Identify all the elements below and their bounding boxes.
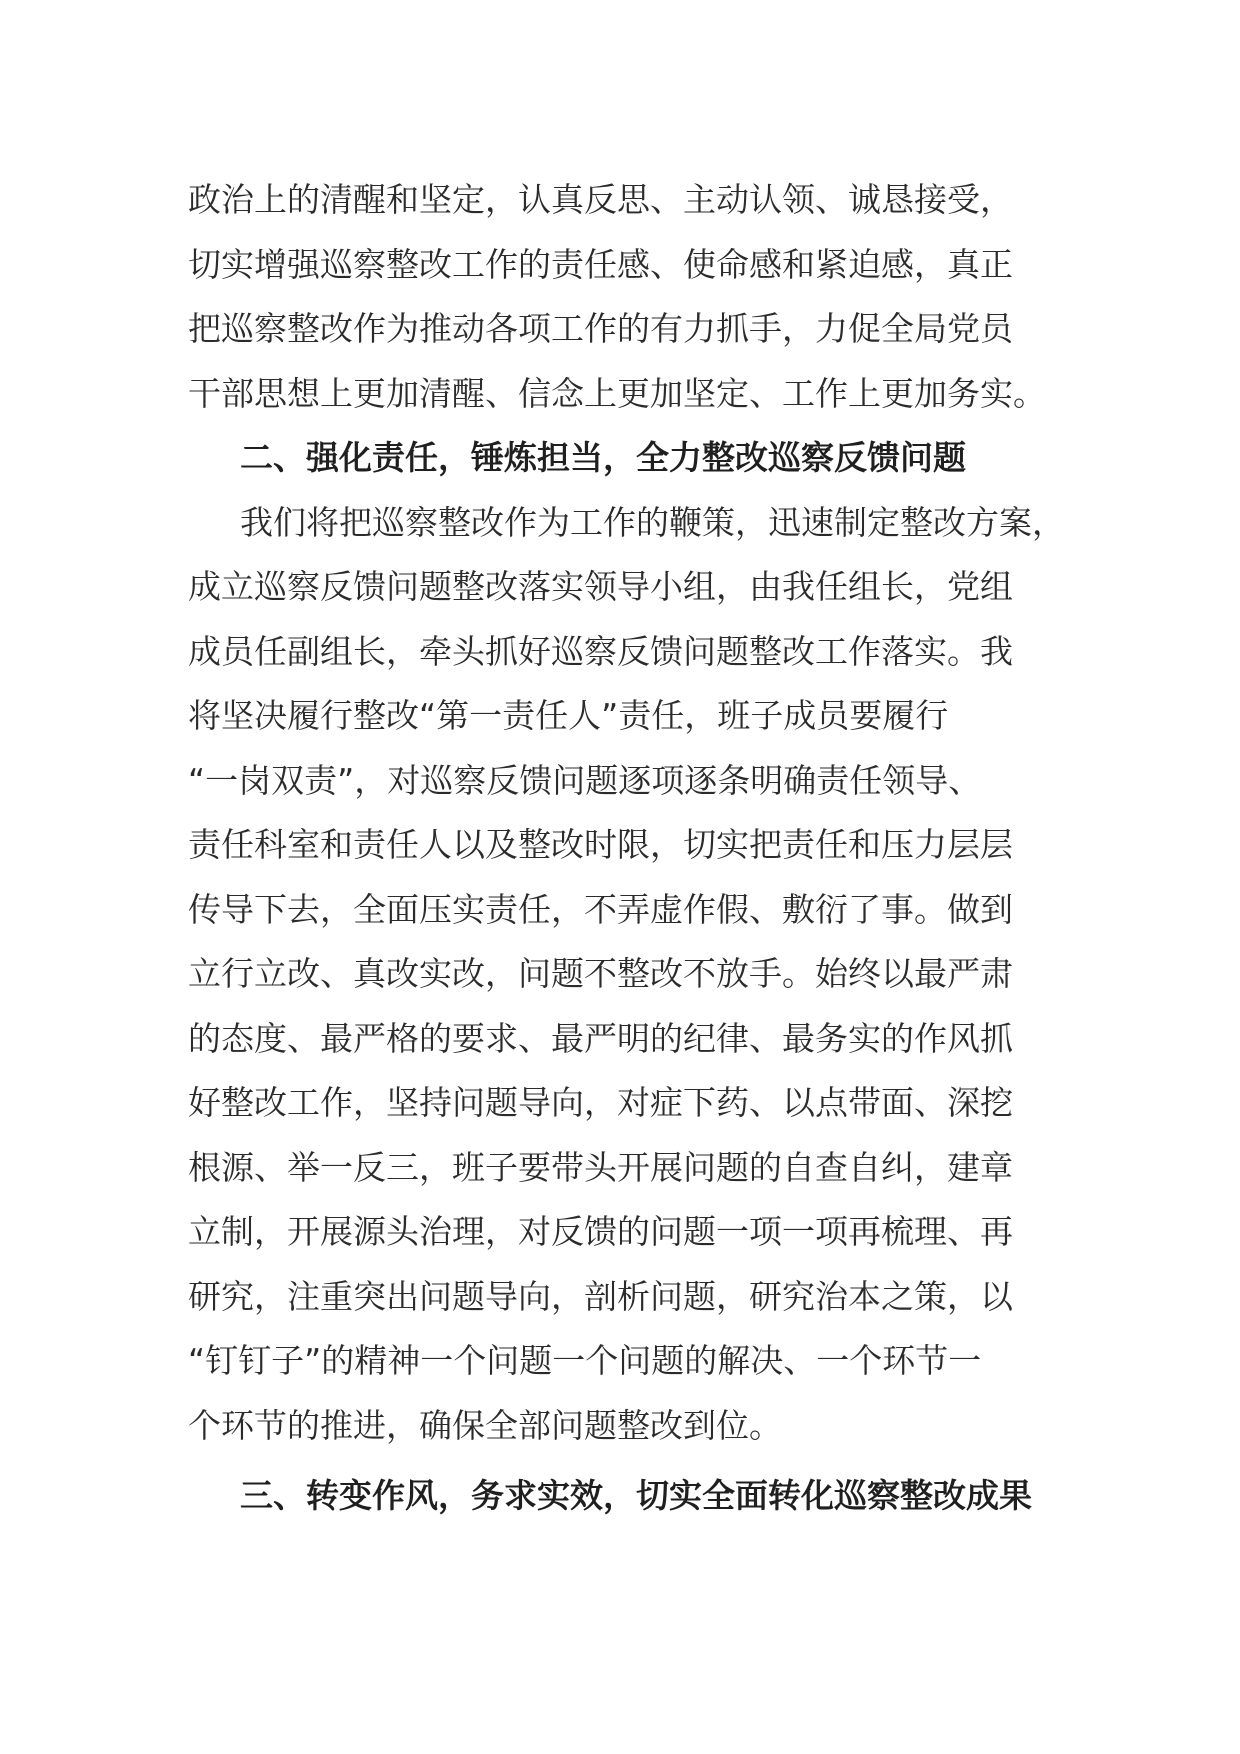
text-line: 把巡察整改作为推动各项工作的有力抓手，力促全局党员 (188, 309, 1013, 348)
text-line: 好整改工作，坚持问题导向，对症下药、以点带面、深挖 (188, 1083, 1013, 1122)
text-line: “一岗双责”，对巡察反馈问题逐项逐条明确责任领导、 (188, 760, 982, 800)
paragraph-2 (188, 491, 1068, 1459)
text-line: 切实增强巡察整改工作的责任感、使命感和紧迫感，真正 (188, 244, 1013, 284)
paragraph-1 (188, 168, 1068, 426)
text-line: 我们将把巡察整改作为工作的鞭策，迅速制定整改方案， (240, 502, 1065, 542)
text-line: 立制，开展源头治理，对反馈的问题一项一项再梳理、再 (188, 1212, 1013, 1251)
document-body (188, 168, 1068, 1529)
text-line: 的态度、最严格的要求、最严明的纪律、最务实的作风抓 (188, 1018, 1013, 1058)
text-line: “钉钉子”的精神一个问题一个问题的解决、一个环节一 (188, 1341, 982, 1380)
text-line: 将坚决履行整改“第一责任人”责任，班子成员要履行 (188, 696, 949, 735)
text-line: 研究，注重突出问题导向，剖析问题，研究治本之策，以 (188, 1276, 1013, 1316)
section-heading-2: 二、强化责任，锤炼担当，全力整改巡察反馈问题 (240, 438, 966, 477)
text-line: 成员任副组长，牵头抓好巡察反馈问题整改工作落实。我 (188, 631, 1013, 671)
section-heading-3: 三、转变作风，务求实效，切实全面转化巡察整改成果 (240, 1476, 1032, 1515)
text-line: 干部思想上更加清醒、信念上更加坚定、工作上更加务实。 (188, 373, 1046, 413)
text-line: 政治上的清醒和坚定，认真反思、主动认领、诚恳接受， (188, 180, 1013, 219)
text-line: 立行立改、真改实改，问题不整改不放手。始终以最严肃 (188, 954, 1013, 993)
text-line: 责任科室和责任人以及整改时限，切实把责任和压力层层 (188, 825, 1013, 864)
text-line: 成立巡察反馈问题整改落实领导小组，由我任组长，党组 (188, 567, 1013, 606)
text-line: 根源、举一反三，班子要带头开展问题的自查自纠，建章 (188, 1147, 1013, 1187)
text-line: 传导下去，全面压实责任，不弄虚作假、敷衍了事。做到 (188, 889, 1013, 929)
text-line: 个环节的推进，确保全部问题整改到位。 (188, 1405, 782, 1445)
